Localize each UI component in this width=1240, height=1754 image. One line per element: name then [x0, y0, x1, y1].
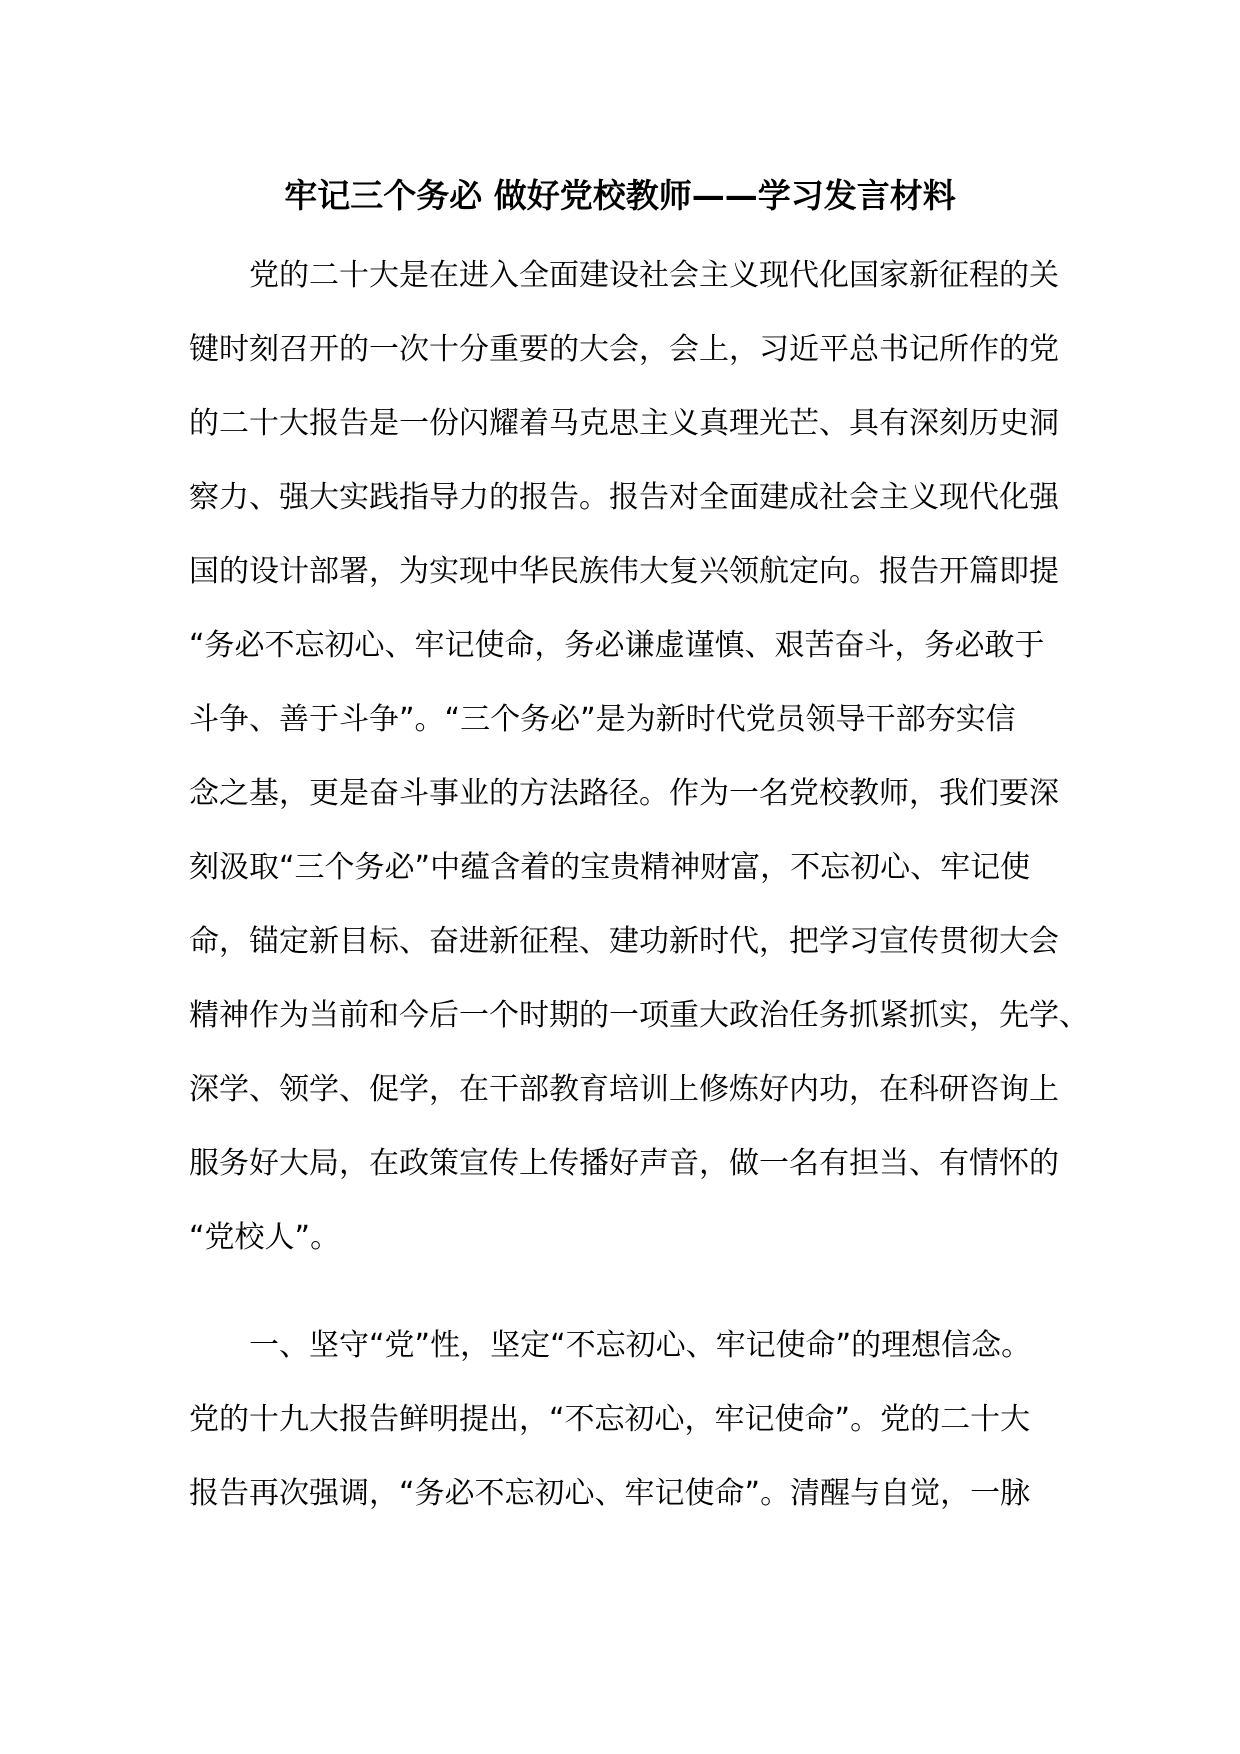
body-line: 念之基，更是奋斗事业的方法路径。作为一名党校教师，我们要深 [189, 776, 1059, 811]
body-line: 深学、领学、促学，在干部教育培训上修炼好内功，在科研咨询上 [189, 1072, 1059, 1107]
body-line: 国的设计部署，为实现中华民族伟大复兴领航定向。报告开篇即提 [189, 554, 1059, 589]
body-line: 党的十九大报告鲜明提出，“不忘初心，牢记使命”。党的二十大 [189, 1402, 1031, 1437]
section-heading-line: 一、坚守“党”性，坚定“不忘初心、牢记使命”的理想信念。 [189, 1328, 1032, 1363]
body-line: 党的二十大是在进入全面建设社会主义现代化国家新征程的关 [189, 258, 1059, 293]
body-line: 报告再次强调，“务必不忘初心、牢记使命”。清醒与自觉，一脉 [189, 1476, 1031, 1511]
body-line: 键时刻召开的一次十分重要的大会，会上，习近平总书记所作的党 [189, 332, 1059, 367]
document-title: 牢记三个务必 做好党校教师——学习发言材料 [284, 176, 956, 215]
body-line: 的二十大报告是一份闪耀着马克思主义真理光芒、具有深刻历史洞 [189, 406, 1059, 441]
body-line: 精神作为当前和今后一个时期的一项重大政治任务抓紧抓实，先学、 [189, 998, 1089, 1033]
body-line: 命，锚定新目标、奋进新征程、建功新时代，把学习宣传贯彻大会 [189, 924, 1059, 959]
body-line: 服务好大局，在政策宣传上传播好声音，做一名有担当、有情怀的 [189, 1146, 1059, 1181]
body-line: 刻汲取“三个务必”中蕴含着的宝贵精神财富，不忘初心、牢记使 [189, 850, 1031, 885]
body-line: 斗争、善于斗争”。“三个务必”是为新时代党员领导干部夯实信 [189, 702, 1016, 737]
body-line: 察力、强大实践指导力的报告。报告对全面建成社会主义现代化强 [189, 480, 1059, 515]
body-line: “党校人”。 [189, 1220, 341, 1255]
body-line: “务必不忘初心、牢记使命，务必谦虚谨慎、艰苦奋斗，务必敢于 [189, 628, 1045, 663]
